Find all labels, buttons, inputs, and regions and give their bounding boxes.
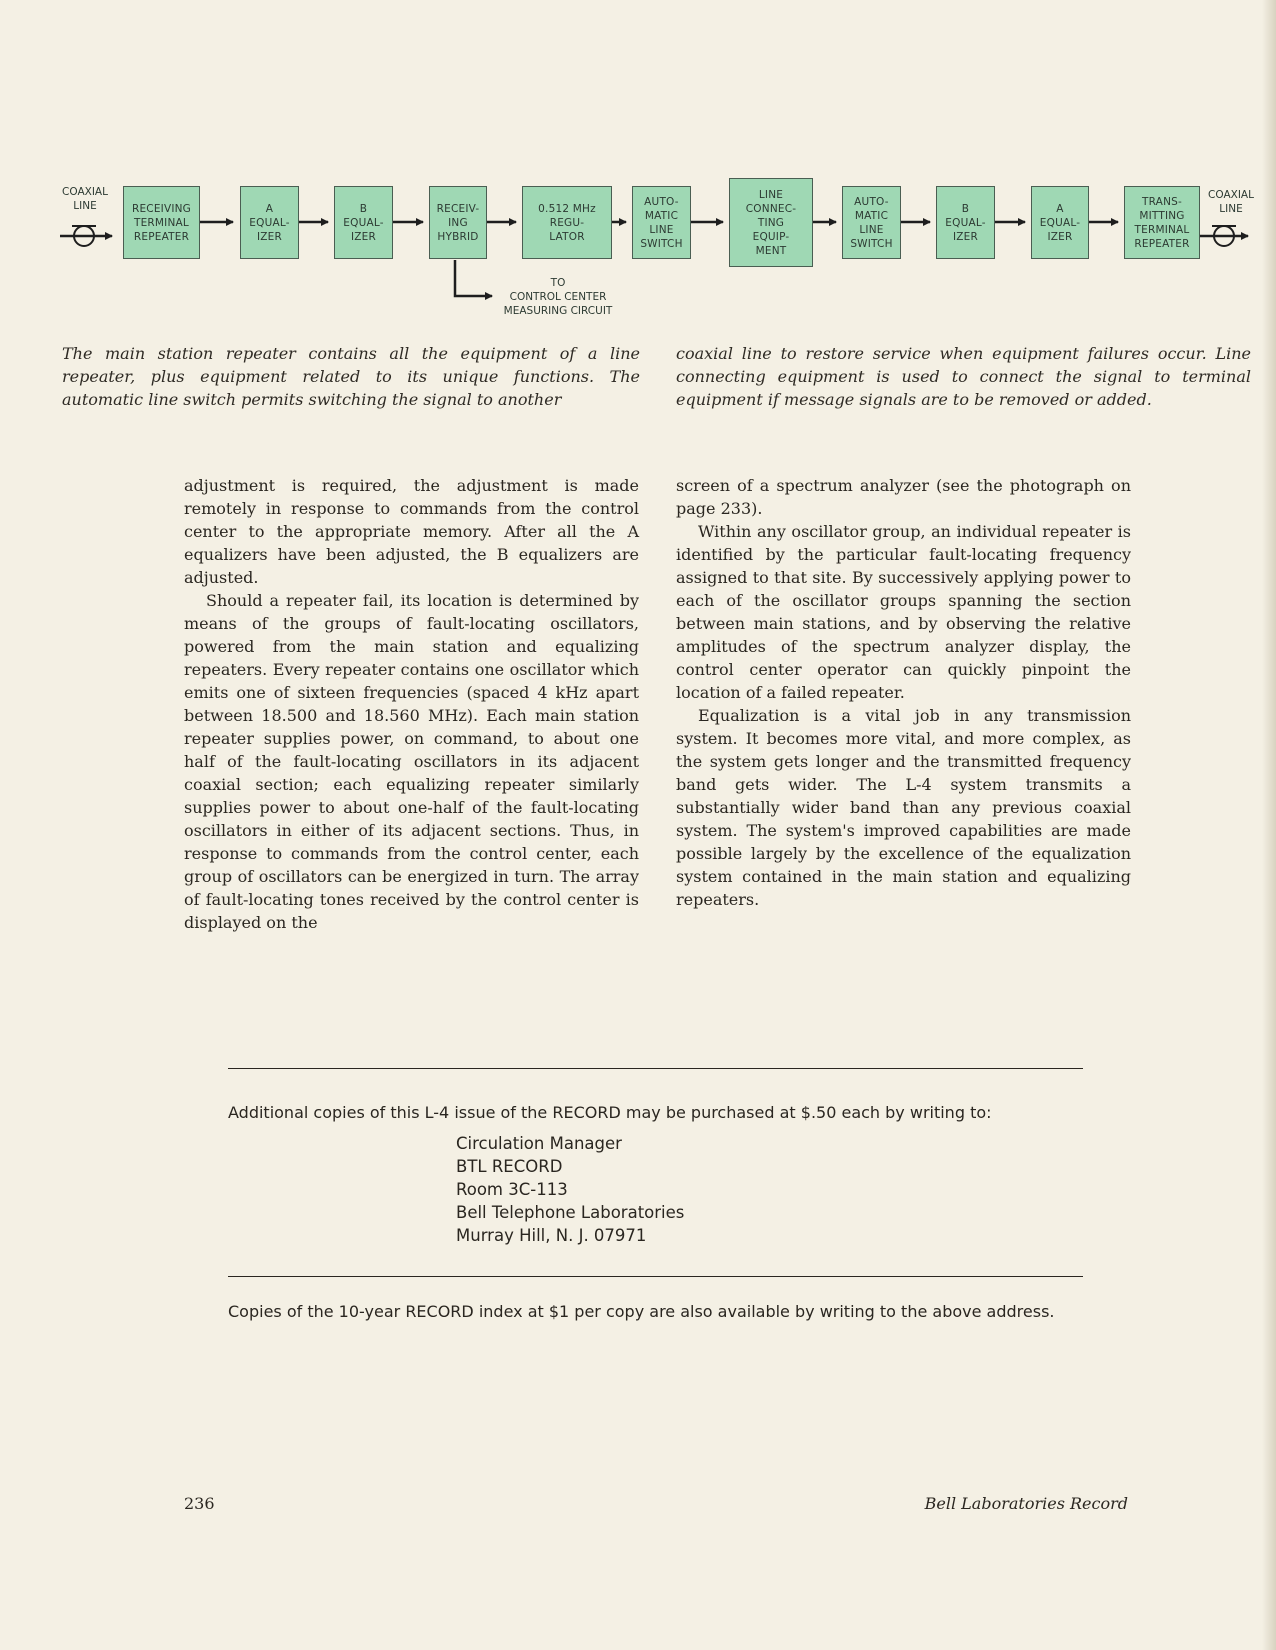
paragraph: Should a repeater fail, its location is determined by means of the groups of fault-locating oscillators, powered from the main station and equalizing repeaters. Every repeater contains one oscillator which emits one of sixteen frequencies (spaced 4 kHz apart between 18.500 and 18.560 MHz). Each main station repeater supplies power, on command, to about one half of the fault-locating oscillators in its adjacent coaxial section; each equalizing repeater similarly supplies power to about one-half of the fault-locating oscillators in either of its adjacent sections. Thus, in response to commands from the control center, each group of oscillators can be energized in turn. The array of fault-locating tones received by the control center is displayed on the: [184, 591, 639, 932]
paragraph: screen of a spectrum analyzer (see the photograph on page 233).: [676, 476, 1131, 518]
address-line: Room 3C-113: [456, 1180, 568, 1199]
b-equalizer-block: B EQUAL- IZER: [334, 186, 393, 259]
page-number: 236: [184, 1494, 215, 1513]
line-connecting-equipment-block: LINE CONNEC- TING EQUIP- MENT: [729, 178, 813, 267]
address-line: BTL RECORD: [456, 1157, 563, 1176]
journal-title: Bell Laboratories Record: [924, 1494, 1128, 1513]
coaxial-line-in-label: COAXIAL LINE: [62, 186, 108, 212]
receiving-hybrid-block: RECEIV- ING HYBRID: [429, 186, 487, 259]
index-notice: Copies of the 10-year RECORD index at $1 per copy are also available by writing to the above address.: [228, 1302, 1055, 1321]
paragraph: adjustment is required, the adjustment is made remotely in response to commands from the control center to the appropriate memory. After all the A equalizers have been adjusted, the B equalizers are adjusted.: [184, 476, 639, 587]
regulator-block: 0.512 MHz REGU- LATOR: [522, 186, 612, 259]
caption-right: coaxial line to restore service when equipment failures occur. Line connecting equipment is used to connect the signal to terminal equipment if message signals are to be removed or added.: [676, 344, 1251, 409]
mailing-address: [456, 1132, 684, 1247]
address-line: Murray Hill, N. J. 07971: [456, 1226, 647, 1245]
address-line: Circulation Manager: [456, 1134, 622, 1153]
divider-rule: [228, 1068, 1083, 1069]
repeater-block-diagram: [0, 0, 1276, 330]
transmitting-terminal-repeater-block: TRANS- MITTING TERMINAL REPEATER: [1124, 186, 1200, 259]
branch-connector: [455, 260, 492, 296]
diagram-connectors: [0, 0, 1276, 330]
paragraph: Equalization is a vital job in any transmission system. It becomes more vital, and more complex, as the system gets longer and the transmitted frequency band gets wider. The L-4 system transmits a substantially wider band than any previous coaxial system. The system's improved capabilities are made possible largely by the excellence of the equalization system contained in the main station and equalizing repeaters.: [676, 706, 1131, 909]
a-equalizer-block: A EQUAL- IZER: [240, 186, 299, 259]
body-column-right: [676, 474, 1131, 911]
body-column-left: [184, 474, 639, 934]
a-equalizer-block-2: A EQUAL- IZER: [1031, 186, 1089, 259]
divider-rule: [228, 1276, 1083, 1277]
paragraph: Within any oscillator group, an individual repeater is identified by the particular fault-locating frequency assigned to that site. By successively applying power to each of the oscillator groups spanning the section between main stations, and by observing the relative amplitudes of the spectrum analyzer display, the control center operator can quickly pinpoint the location of a failed repeater.: [676, 522, 1131, 702]
purchase-notice: Additional copies of this L-4 issue of the RECORD may be purchased at $.50 each by writing to:: [228, 1103, 992, 1122]
caption-left: The main station repeater contains all the equipment of a line repeater, plus equipment related to its unique functions. The automatic line switch permits switching the signal to another: [62, 344, 640, 409]
coaxial-line-out-label: COAXIAL LINE: [1208, 189, 1254, 215]
address-line: Bell Telephone Laboratories: [456, 1203, 685, 1222]
control-center-branch-label: TO CONTROL CENTER MEASURING CIRCUIT: [503, 277, 613, 317]
automatic-line-switch-block: AUTO- MATIC LINE SWITCH: [632, 186, 691, 259]
automatic-line-switch-block-2: AUTO- MATIC LINE SWITCH: [842, 186, 901, 259]
receiving-terminal-repeater-block: RECEIVING TERMINAL REPEATER: [123, 186, 200, 259]
b-equalizer-block-2: B EQUAL- IZER: [936, 186, 995, 259]
